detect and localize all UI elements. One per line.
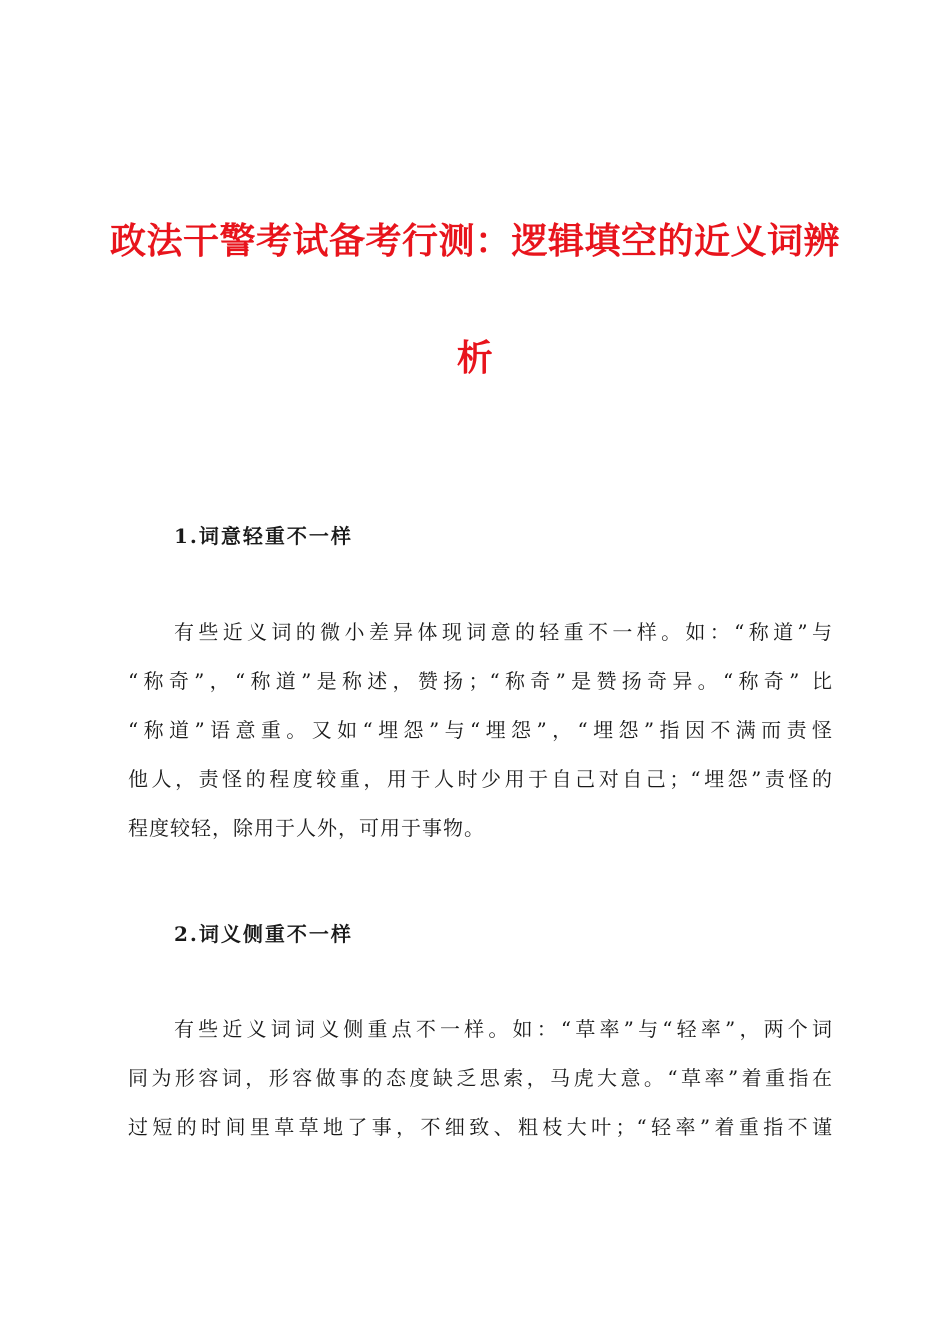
section-paragraph-2 — [128, 1015, 833, 1162]
paragraph-line: 有些近义词词义侧重点不一样。如：“草率”与“轻率”，两个词 — [174, 1017, 833, 1041]
document-title-line-2: 析 — [456, 338, 494, 379]
paragraph-line: 程度较轻，除用于人外，可用于事物。 — [128, 816, 485, 840]
paragraph-line: 同为形容词，形容做事的态度缺乏思索，马虎大意。“草率”着重指在 — [128, 1066, 833, 1090]
section-heading-1: 1.词意轻重不一样 — [174, 524, 353, 548]
document-title-line-1: 政法干警考试备考行测：逻辑填空的近义词辨 — [110, 221, 841, 262]
paragraph-line: 过短的时间里草草地了事，不细致、粗枝大叶；“轻率”着重指不谨 — [128, 1115, 833, 1139]
section-paragraph-1 — [128, 618, 833, 863]
paragraph-line: “称道”语意重。又如“埋怨”与“埋怨”，“埋怨”指因不满而责怪 — [128, 718, 833, 742]
paragraph-line: 有些近义词的微小差异体现词意的轻重不一样。如：“称道”与 — [174, 620, 833, 644]
section-heading-2: 2.词义侧重不一样 — [174, 922, 353, 946]
paragraph-line: 他人，责怪的程度较重，用于人时少用于自己对自己；“埋怨”责怪的 — [128, 767, 833, 791]
paragraph-line: “称奇”，“称道”是称述，赞扬；“称奇”是赞扬奇异。“称奇” 比 — [128, 669, 833, 693]
